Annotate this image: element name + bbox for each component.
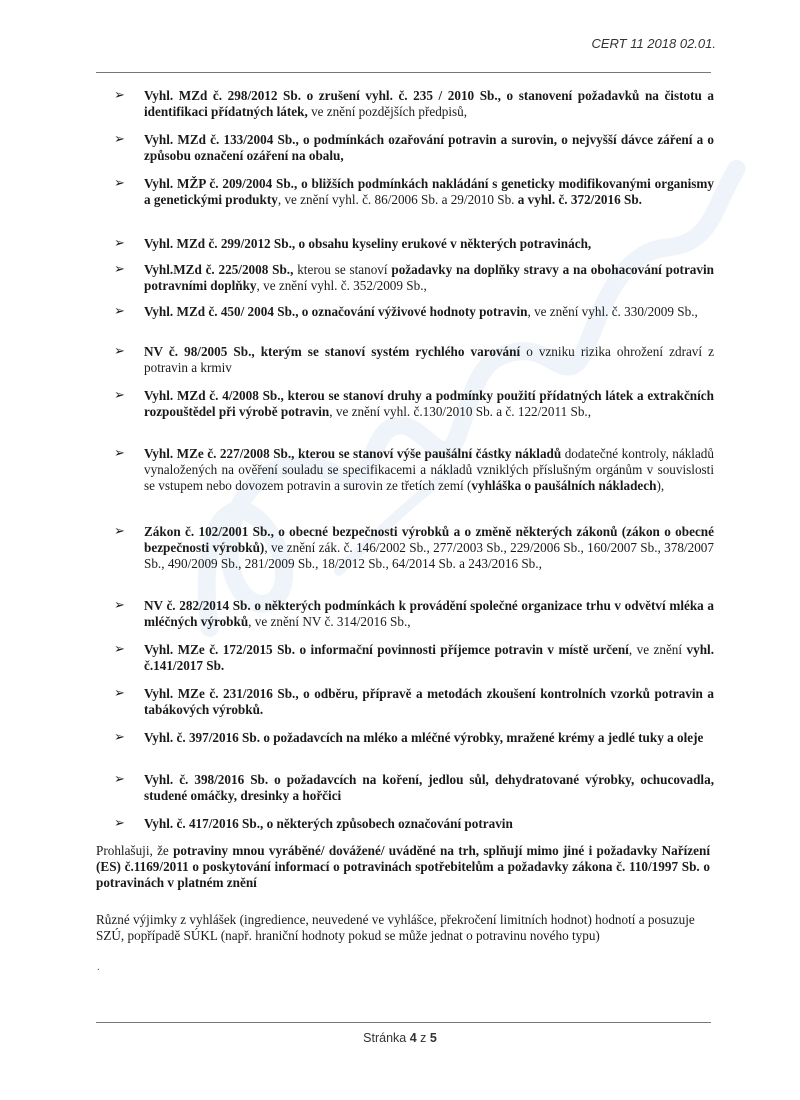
header-doc-code: CERT 11 2018 02.01.	[591, 36, 716, 51]
list-item-text	[144, 304, 698, 319]
arrow-bullet-icon: ➢	[114, 132, 125, 147]
list-item-text	[144, 816, 513, 831]
arrow-bullet-icon: ➢	[114, 176, 125, 191]
arrow-bullet-icon: ➢	[114, 730, 125, 745]
list-item	[114, 816, 714, 832]
list-item	[114, 446, 714, 495]
list-item	[114, 132, 714, 164]
list-item-segment: Vyhl.MZd č. 225/2008 Sb.,	[144, 262, 294, 277]
list-item-text	[144, 730, 703, 745]
arrow-bullet-icon: ➢	[114, 686, 125, 701]
list-item-segment: , ve znění vyhl. č. 330/2009 Sb.,	[527, 304, 698, 319]
list-item	[114, 642, 714, 674]
list-item-segment: Vyhl. MZd č. 4/2008 Sb., kterou se stanoví druhy a podmínky použití přídatných látek a extrakčních rozpouštědel při výrobě potravin	[144, 388, 714, 420]
list-item-text	[144, 598, 714, 629]
list-item-text	[144, 88, 714, 119]
arrow-bullet-icon: ➢	[114, 524, 125, 539]
list-item	[114, 176, 714, 208]
arrow-bullet-icon: ➢	[114, 236, 125, 251]
list-item-text	[144, 262, 714, 293]
top-rule	[96, 72, 711, 73]
list-item-segment: , ve znění NV č. 314/2016 Sb.,	[248, 614, 411, 630]
footer-total-pages: 5	[429, 1031, 437, 1045]
list-item-segment: Vyhl. MZe č. 172/2015 Sb. o informační povinnosti příjemce potravin v místě určení	[144, 642, 629, 657]
list-item-segment: Vyhl. MZe č. 231/2016 Sb., o odběru, přípravě a metodách zkoušení kontrolních vzorků potravin a tabákových výrobků.	[144, 686, 714, 718]
list-item-segment: vyhláška o paušálních nákladech	[471, 478, 657, 494]
list-item	[114, 730, 714, 746]
list-item-segment: Vyhl. MZd č. 133/2004 Sb., o podmínkách ozařování potravin a surovin, o nejvyšší dávce záření a o způsobu označení ozáření na obalu,	[144, 132, 714, 164]
list-item-segment: , ve znění zák. č. 146/2002 Sb., 277/2003 Sb., 229/2006 Sb., 160/2007 Sb., 378/2007 Sb., 490/2009 Sb., 281/2009 Sb., 18/2012 Sb., 64/2014 Sb. a 243/2016 Sb.,	[144, 540, 714, 572]
declaration-segment: Prohlašuji, že	[96, 843, 174, 858]
list-item-segment: , ve znění vyhl. č. 352/2009 Sb.,	[256, 278, 427, 294]
list-item-segment: , ve znění	[628, 642, 687, 657]
list-item-text	[144, 236, 591, 251]
list-item-segment: ve znění pozdějších předpisů,	[307, 104, 468, 120]
arrow-bullet-icon: ➢	[114, 88, 125, 103]
declaration-segment: potraviny mnou vyráběné/ dovážené/ uváděné na trh, splňují mimo jiné i požadavky Nařízení (ES) č.1169/2011 o poskytování informací o potravinách spotřebitelům a požadavky zákona č. 110/1997 Sb. o potravinách v platném znění	[96, 843, 710, 891]
list-item-text	[144, 344, 714, 375]
list-item-segment: Vyhl. MŽP č. 209/2004 Sb., o bližších podmínkách nakládání s geneticky modifikovanými organismy a genetickými produkty	[144, 176, 714, 208]
list-item-segment: vyhl. č.141/2017 Sb.	[144, 642, 714, 674]
list-item-segment: Vyhl. MZd č. 299/2012 Sb., o obsahu kyseliny erukové v některých potravinách,	[144, 236, 592, 251]
list-item-segment: ),	[656, 478, 665, 494]
list-item	[114, 772, 714, 804]
arrow-bullet-icon: ➢	[114, 816, 125, 831]
list-item	[114, 304, 714, 320]
arrow-bullet-icon: ➢	[114, 642, 125, 657]
list-item-segment: Vyhl. č. 398/2016 Sb. o požadavcích na koření, jedlou sůl, dehydratované výrobky, ochucovadla, studené omáčky, dresinky a hořčici	[144, 772, 714, 804]
list-item-segment: Vyhl. MZd č. 298/2012 Sb. o zrušení vyhl. č. 235 / 2010 Sb., o stanovení požadavků na čistotu a identifikaci přídatných látek,	[144, 88, 714, 120]
list-item-segment: NV č. 98/2005 Sb., kterým se stanoví systém rychlého varování	[144, 344, 521, 359]
list-item-segment: a vyhl. č. 372/2016 Sb.	[517, 192, 642, 208]
list-item-segment: o vzniku rizika ohrožení zdraví z potravin a krmiv	[144, 344, 714, 376]
list-item	[114, 236, 714, 252]
list-item-segment: dodatečné kontroly, nákladů vynaložených na ověření souladu se specifikacemi a nákladů vzniklých příslušným orgánům v souvislosti se vstupem nebo dovozem potravin a surovin ze třetích zemí (	[144, 446, 714, 494]
list-item-segment: , ve znění vyhl. č. 86/2006 Sb. a 29/2010 Sb.	[277, 192, 518, 208]
list-item-segment: Zákon č. 102/2001 Sb., o obecné bezpečnosti výrobků a o změně některých zákonů (zákon o obecné bezpečnosti výrobků)	[144, 524, 714, 556]
exceptions-paragraph: Různé výjimky z vyhlášek (ingredience, neuvedené ve vyhlášce, překročení limitních hodnot) hodnotí a posuzuje SZÚ, popřípadě SÚKL (např. hraniční hodnoty pokud se může jednat o potravinu nového typu)	[96, 912, 695, 944]
list-item	[114, 598, 714, 630]
list-item-segment: Vyhl. č. 417/2016 Sb., o některých způsobech označování potravin	[144, 816, 513, 831]
list-item	[114, 344, 714, 376]
footer-middle: z	[416, 1031, 430, 1045]
arrow-bullet-icon: ➢	[114, 304, 125, 319]
bottom-rule	[96, 1022, 711, 1023]
stray-mark: .	[97, 961, 100, 973]
list-item-text	[144, 772, 714, 803]
list-item-segment: Vyhl. č. 397/2016 Sb. o požadavcích na mléko a mléčné výrobky, mražené krémy a jedlé tuky a oleje	[144, 730, 704, 745]
list-item-text	[144, 132, 714, 163]
list-item	[114, 686, 714, 718]
list-item-text	[144, 176, 714, 207]
arrow-bullet-icon: ➢	[114, 598, 125, 613]
list-item-segment: Vyhl. MZd č. 450/ 2004 Sb., o označování výživové hodnoty potravin	[144, 304, 528, 319]
footer-current-page: 4	[409, 1031, 417, 1045]
page-footer	[0, 1031, 800, 1045]
list-item-segment: NV č. 282/2014 Sb. o některých podmínkách k provádění společné organizace trhu v odvětví mléka a mléčných výrobků	[144, 598, 714, 630]
arrow-bullet-icon: ➢	[114, 344, 125, 359]
footer-prefix: Stránka	[363, 1031, 410, 1045]
list-item-text	[144, 388, 714, 419]
list-item-text	[144, 686, 714, 717]
arrow-bullet-icon: ➢	[114, 446, 125, 461]
list-item	[114, 524, 714, 573]
list-item-segment: kterou se stanoví	[293, 262, 392, 277]
list-item	[114, 262, 714, 294]
declaration-paragraph	[96, 843, 710, 892]
list-item	[114, 88, 714, 120]
list-item-segment: Vyhl. MZe č. 227/2008 Sb., kterou se stanoví výše paušální částky nákladů	[144, 446, 562, 461]
arrow-bullet-icon: ➢	[114, 388, 125, 403]
list-item-segment: požadavky na doplňky stravy a na obohacování potravin potravními doplňky	[144, 262, 714, 294]
list-item	[114, 388, 714, 420]
list-item-text	[144, 642, 714, 673]
arrow-bullet-icon: ➢	[114, 262, 125, 277]
list-item-segment: , ve znění vyhl. č.130/2010 Sb. a č. 122/2011 Sb.,	[329, 404, 592, 420]
list-item-text	[144, 446, 714, 493]
arrow-bullet-icon: ➢	[114, 772, 125, 787]
list-item-text	[144, 524, 714, 571]
